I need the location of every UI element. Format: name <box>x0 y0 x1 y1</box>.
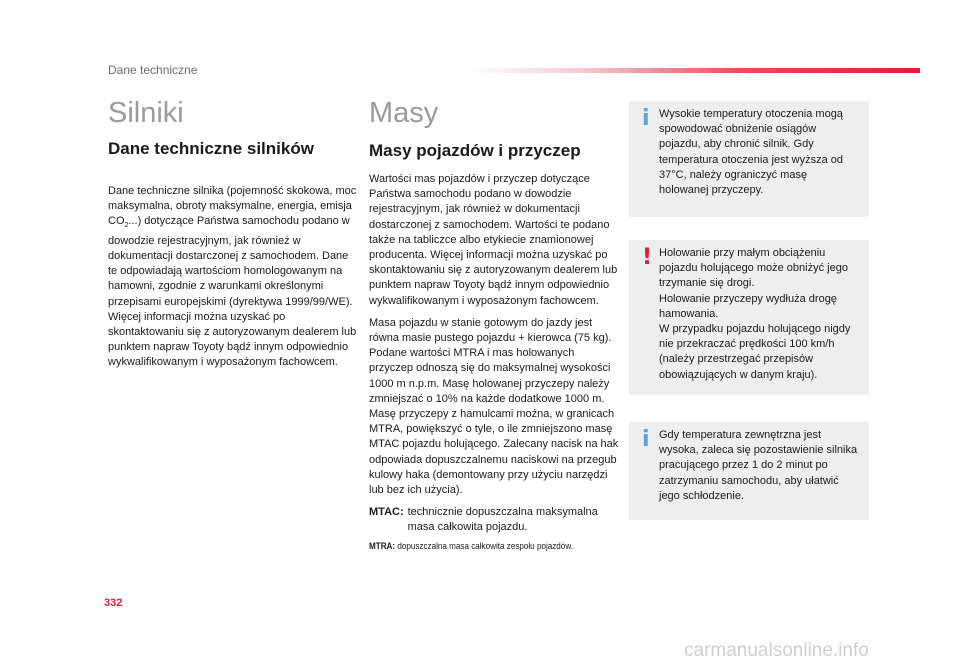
masses-paragraph-1: Wartości mas pojazdów i przyczep dotyczące Państwa samochodu podano w dowodzie rejestracyjnym, jak również w dokumentacji dostarczonej z samochodem. Wartości te podano także na tabliczce albo etykiecie znamionowej producenta. Więcej informacji można uzyskać po skontaktowaniu się z autoryzowanym dealerem lub punktem napraw Toyoty bądź innym odpowiednio wykwalifikowanym i wyposażonym fachowcem. <box>369 173 618 307</box>
definition-mtac <box>369 505 621 535</box>
engines-body-subscript: 2 <box>124 222 129 230</box>
masses-subtitle: Masy pojazdów i przyczep <box>369 141 581 160</box>
section-label: Dane techniczne <box>108 63 198 77</box>
warning-icon: ! <box>642 245 653 270</box>
engines-title: Silniki <box>108 97 184 129</box>
info-icon: i <box>642 106 650 131</box>
note-info-engine-cooling <box>629 422 869 520</box>
note-text: Holowanie przy małym obciążeniu pojazdu holującego może obniżyć jego trzymanie się drogi. Holowanie przyczepy wydłuża drogę hamowania. W przypadku pojazdu holującego nigdy nie przekraczać prędkości 100 km/h (należy przestrzegać przepisów obowiązujących w danym kraju). <box>659 247 851 381</box>
note-text: Gdy temperatura zewnętrzna jest wysoka, zaleca się pozostawienie silnika pracującego przez 1 do 2 minut po zatrzymaniu samochodu, aby ułatwić jego schłodzenie. <box>659 429 858 502</box>
watermark: carmanualsonline.info <box>684 640 869 661</box>
masses-paragraph-2: Masa pojazdu w stanie gotowym do jazdy jest równa masie pustego pojazdu + kierowca (75 kg). Podane wartości MTRA i mas holowanych przyczep odnoszą się do maksymalnej wysokości 1000 m n.p.m. Masę holowanej przyczepy należy zmniejszać o 10% na każde dodatkowe 1000 m. Masę przyczepy z hamulcami można, w granicach MTRA, powiększyć o tyle, o ile zmniejszono masę MTAC pojazdu holującego. Zalecany nacisk na hak odpowiada dopuszczalnemu naciskowi na przegub kulowy haka (demontowany przy użyciu narzędzi lub bez ich użycia). <box>369 316 619 497</box>
definition-desc-mtra: dopuszczalna masa całkowita zespołu pojazdów. <box>397 540 573 551</box>
definition-mtra <box>369 540 596 552</box>
definition-term-mtra: MTRA: <box>369 540 396 551</box>
masses-title: Masy <box>369 97 439 129</box>
note-info-temperature <box>629 101 869 217</box>
engines-column <box>108 95 358 371</box>
engines-body-text-2: ...) dotyczące Państwa samochodu podano w dowodzie rejestracyjnym, jak również w dokumentacji dostarczonej z samochodem. Dane te odpowiadają wartościom homologowanym na hamowni, zgodnie z warunkami określonymi przepisami europejskimi (dyrektywa 1999/99/WE). Więcej informacji można uzyskać po skontaktowaniu się z autoryzowanym dealerem lub punktem napraw Toyoty bądź innym odpowiednio wykwalifikowanym i wyposażonym fachowcem. <box>108 215 357 369</box>
definition-term-mtac: MTAC: <box>369 506 404 519</box>
note-warning-towing <box>629 240 869 395</box>
page-number: 332 <box>104 597 123 609</box>
info-icon: i <box>642 427 650 452</box>
engines-body-text-1: Dane techniczne silnika (pojemność skokowa, moc maksymalna, obroty maksymalne, energia, emisja CO <box>108 185 357 228</box>
engines-body <box>108 184 358 371</box>
definition-desc-mtac: technicznie dopuszczalna maksymalna masa całkowita pojazdu. <box>407 506 598 534</box>
header-accent-bar <box>470 68 920 73</box>
engines-subtitle: Dane techniczne silników <box>108 139 314 158</box>
note-text: Wysokie temperatury otoczenia mogą spowodować obniżenie osiągów pojazdu, aby chronić silnik. Gdy temperatura otoczenia jest wyższa od 37°C, należy ograniczyć masę holowanej przyczepy. <box>659 108 844 197</box>
masses-column <box>369 95 621 552</box>
